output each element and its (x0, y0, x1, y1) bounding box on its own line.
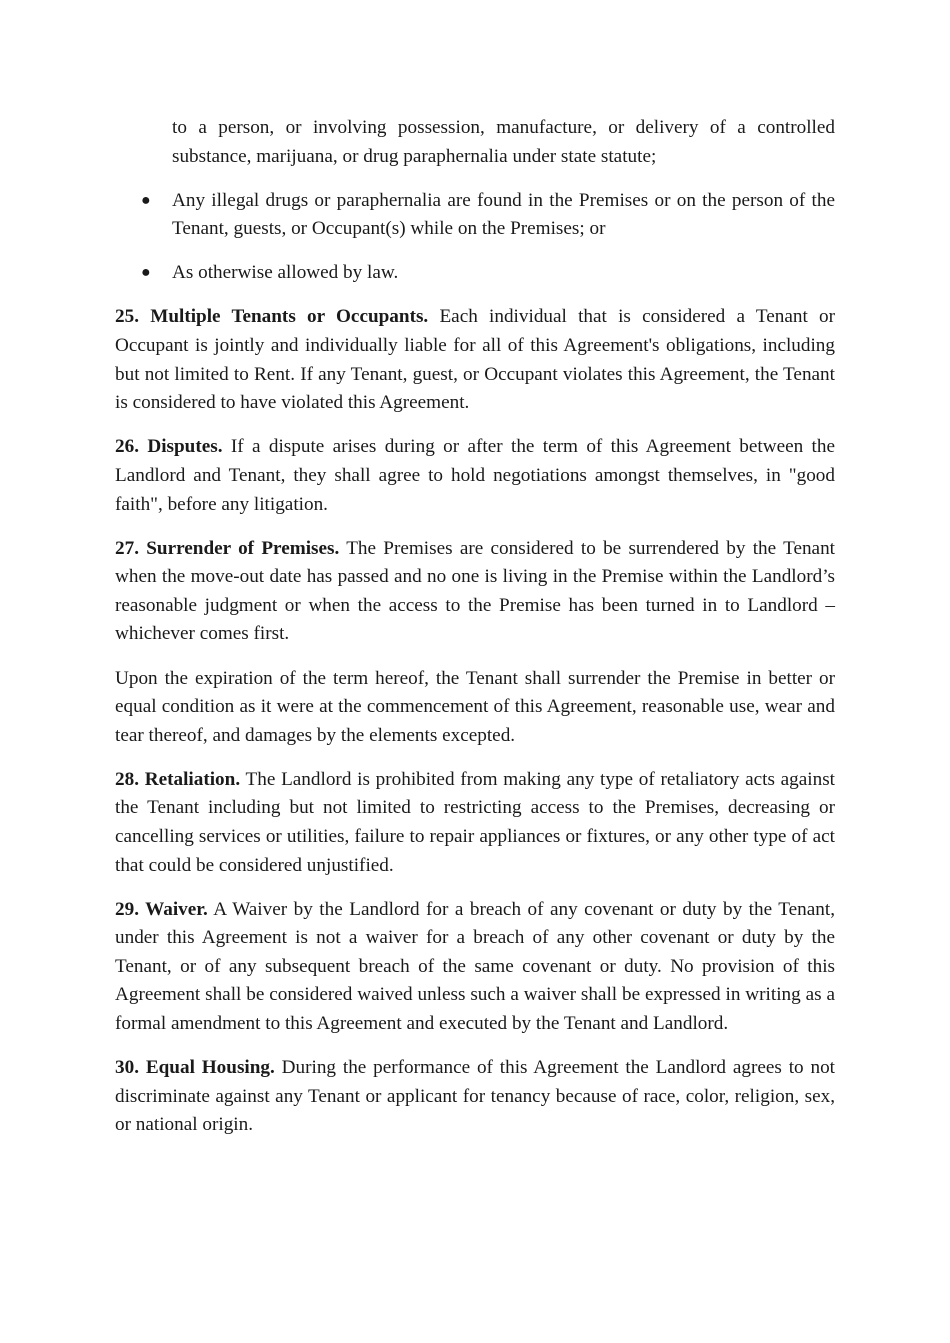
bullet-list (115, 187, 835, 288)
section-waiver (115, 896, 835, 1039)
section-disputes (115, 433, 835, 519)
section-surrender-of-premises (115, 535, 835, 649)
bullet-text: As otherwise allowed by law. (172, 262, 399, 284)
section-text: The Landlord is prohibited from making any type of retaliatory acts against the Tenant including but not limited to restricting access to the Premises, decreasing or cancelling services or utilities, failure to repair appliances or fixtures, or any other type of act that could be considered unjustified. (115, 768, 835, 876)
bullet-icon: ● (141, 264, 151, 282)
bullet-icon: ● (141, 191, 151, 209)
section-text: Each individual that is considered a Tenant or Occupant is jointly and individually liable for all of this Agreement's obligations, including but not limited to Rent. If any Tenant, guest, or Occupant violates this Agreement, the Tenant is considered to have violated this Agreement. (115, 306, 835, 414)
section-equal-housing (115, 1054, 835, 1140)
list-item (115, 259, 835, 288)
section-multiple-tenants (115, 303, 835, 417)
document-page (115, 114, 835, 1155)
bullet-text: Any illegal drugs or paraphernalia are found in the Premises or on the person of the Tenant, guests, or Occupant(s) while on the Premises; or (172, 189, 835, 240)
section-heading: 26. Disputes. (115, 436, 223, 458)
section-surrender-continued (115, 665, 835, 751)
section-text: During the performance of this Agreement the Landlord agrees to not discriminate against any Tenant or applicant for tenancy because of race, color, religion, sex, or national origin. (115, 1057, 835, 1136)
section-retaliation (115, 766, 835, 880)
section-text: The Premises are considered to be surrendered by the Tenant when the move-out date has passed and no one is living in the Premise within the Landlord’s reasonable judgment or when the access to the Premise has been turned in to Landlord – whichever comes first. (115, 537, 836, 645)
section-text: If a dispute arises during or after the term of this Agreement between the Landlord and Tenant, they shall agree to hold negotiations amongst themselves, in "good faith", before any litigation. (115, 436, 836, 515)
section-text: A Waiver by the Landlord for a breach of any covenant or duty by the Tenant, under this Agreement is not a waiver for a breach of any other covenant or duty by the Tenant, or of any subsequent breach of the same covenant or duty. No provision of this Agreement shall be considered waived unless such a waiver shall be expressed in writing as a formal amendment to this Agreement and executed by the Tenant and Landlord. (115, 898, 835, 1035)
section-heading: 27. Surrender of Premises. (115, 537, 340, 559)
continuation-paragraph: to a person, or involving possession, manufacture, or delivery of a controlled substance, marijuana, or drug paraphernalia under state statute; (172, 117, 835, 167)
section-heading: 25. Multiple Tenants or Occupants. (115, 306, 429, 328)
list-item (115, 187, 835, 244)
section-heading: 28. Retaliation. (115, 768, 241, 790)
section-text: Upon the expiration of the term hereof, the Tenant shall surrender the Premise in better or equal condition as it were at the commencement of this Agreement, reasonable use, wear and tear thereof, and damages by the elements excepted. (115, 667, 835, 746)
section-heading: 30. Equal Housing. (115, 1057, 275, 1079)
section-heading: 29. Waiver. (115, 898, 208, 920)
